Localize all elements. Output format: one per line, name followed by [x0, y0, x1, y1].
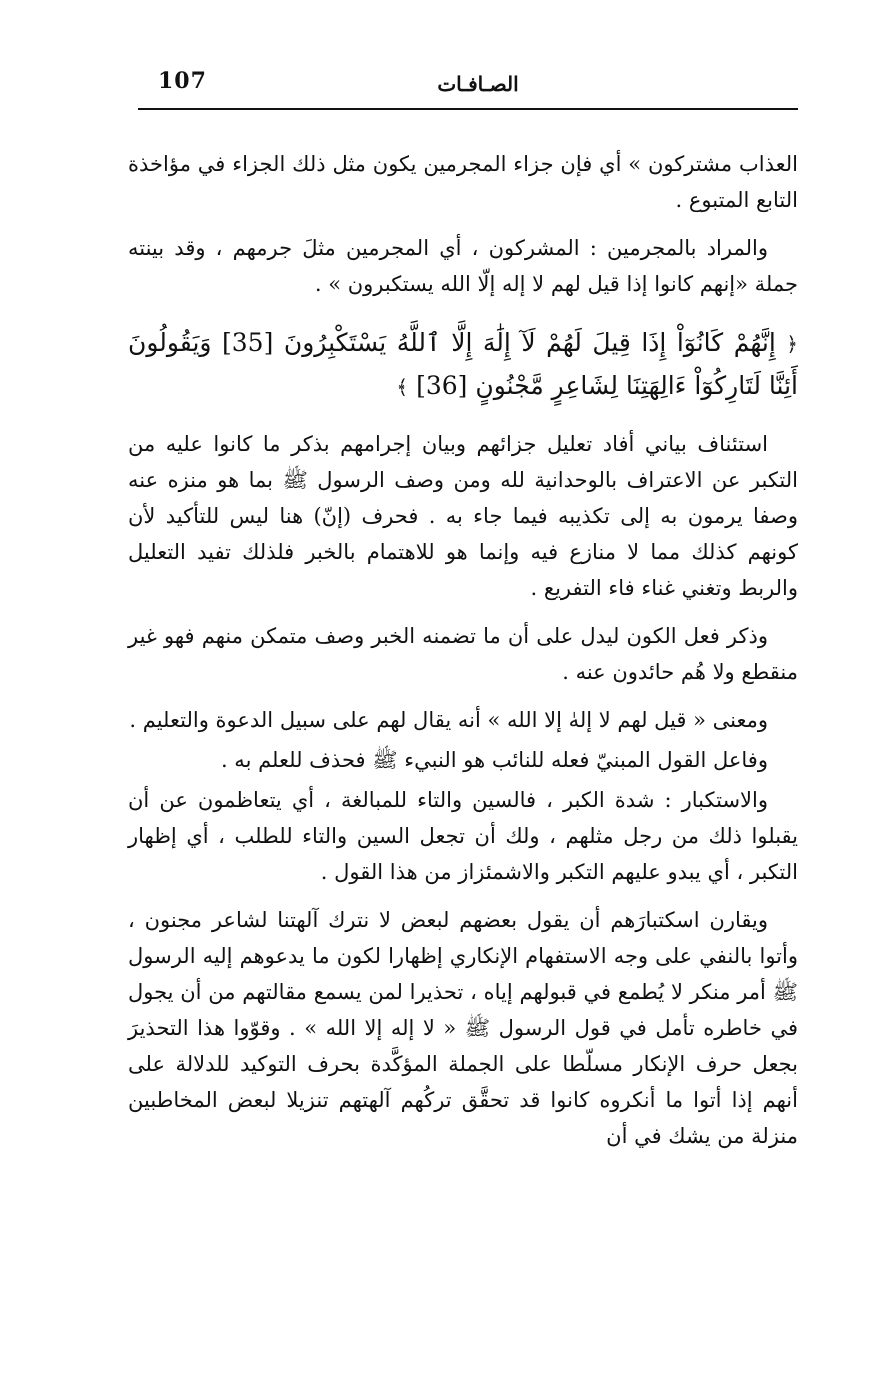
paragraph-6: وفاعل القول المبنيّ فعله للنائب هو النبيء ﷺ فحذف للعلم به . [220, 748, 768, 772]
paragraph-3: استئناف بياني أفاد تعليل جزائهم وبيان إجرامهم بذكر ما كانوا عليه من التكبر عن الاعتراف بالوحدانية لله ومن وصف الرسول ﷺ بما هو منزه عنه وصفا يرمون به إلى تكذيبه فيما جاء به . فحرف (إنّ) هنا ليس للتأكيد لأن كونهم كذلك مما لا منازع فيه وإنما هو للاهتمام بالخبر فلذلك تفيد التعليل والربط وتغني غناء فاء التفريع . [128, 432, 798, 600]
verse-text-36: وَيَقُولُونَ أَئِنَّا لَتَارِكُوٓاْ ءَالِهَتِنَا لِشَاعِرٍ مَّجْنُونٍ [128, 328, 798, 400]
ayah-number-35: [35] [222, 328, 274, 357]
paragraph-7: والاستكبار : شدة الكبر ، فالسين والتاء للمبالغة ، أي يتعاظمون عن أن يقبلوا ذلك من رجل مثلهم ، ولك أن تجعل السين والتاء للطلب ، أي إظهار التكبر ، أي يبدو عليهم التكبر والاشمئزاز من هذا القول . [128, 788, 798, 884]
paragraph-1: العذاب مشتركون » أي فإن جزاء المجرمين يكون مثل ذلك الجزاء في مؤاخذة التابع المتبوع . [128, 152, 798, 212]
page-number: 107 [158, 68, 207, 94]
page-body [128, 146, 798, 1166]
header-divider [138, 108, 798, 110]
running-title: الصـافـات [437, 72, 519, 96]
verse-open-bracket: ﴿ [786, 332, 799, 356]
quran-verse [128, 322, 798, 408]
paragraph-5: ومعنى « قيل لهم لا إلهٰ إلا الله » أنه يقال لهم على سبيل الدعوة والتعليم . [129, 708, 768, 732]
paragraph-8: ويقارن اسكتبارَهم أن يقول بعضهم لبعض لا نترك آلهتنا لشاعر مجنون ، وأتوا بالنفي على وجه الاستفهام الإنكاري إظهارا لكون ما يدعوهم إليه الرسول ﷺ أمر منكر لا يُطمع في قبولهم إياه ، تحذيرا لمن يسمع مقالتهم من أن يجول في خاطره تأمل في قول الرسول ﷺ « لا إله إلا الله » . وقوّوا هذا التحذيرَ بجعل حرف الإنكار مسلّطا على الجملة المؤكَّدة بحرف التوكيد للدلالة على أنهم إذا أتوا ما أنكروه كانوا قد تحقَّق تركُهم آلهتهم تنزيلا لبعض المخاطبين منزلة من يشك في أن [128, 908, 798, 1148]
paragraph-4: وذكر فعل الكون ليدل على أن ما تضمنه الخبر وصف متمكن منهم فهو غير منقطع ولا هُم حائدون عنه . [128, 624, 798, 684]
page-header [138, 62, 798, 108]
verse-text-35: إِنَّهُمْ كَانُوٓاْ إِذَا قِيلَ لَهُمْ لَآ إِلَٰهَ إِلَّا ٱللَّهُ يَسْتَكْبِرُونَ [283, 328, 776, 357]
paragraph-2: والمراد بالمجرمين : المشركون ، أي المجرمين مثلَ جرمهم ، وقد بينته جملة «إنهم كانوا إذا قيل لهم لا إله إلّا الله يستكبرون » . [128, 236, 798, 296]
verse-close-bracket: ﴾ [396, 375, 409, 399]
ayah-number-36: [36] [416, 371, 468, 400]
